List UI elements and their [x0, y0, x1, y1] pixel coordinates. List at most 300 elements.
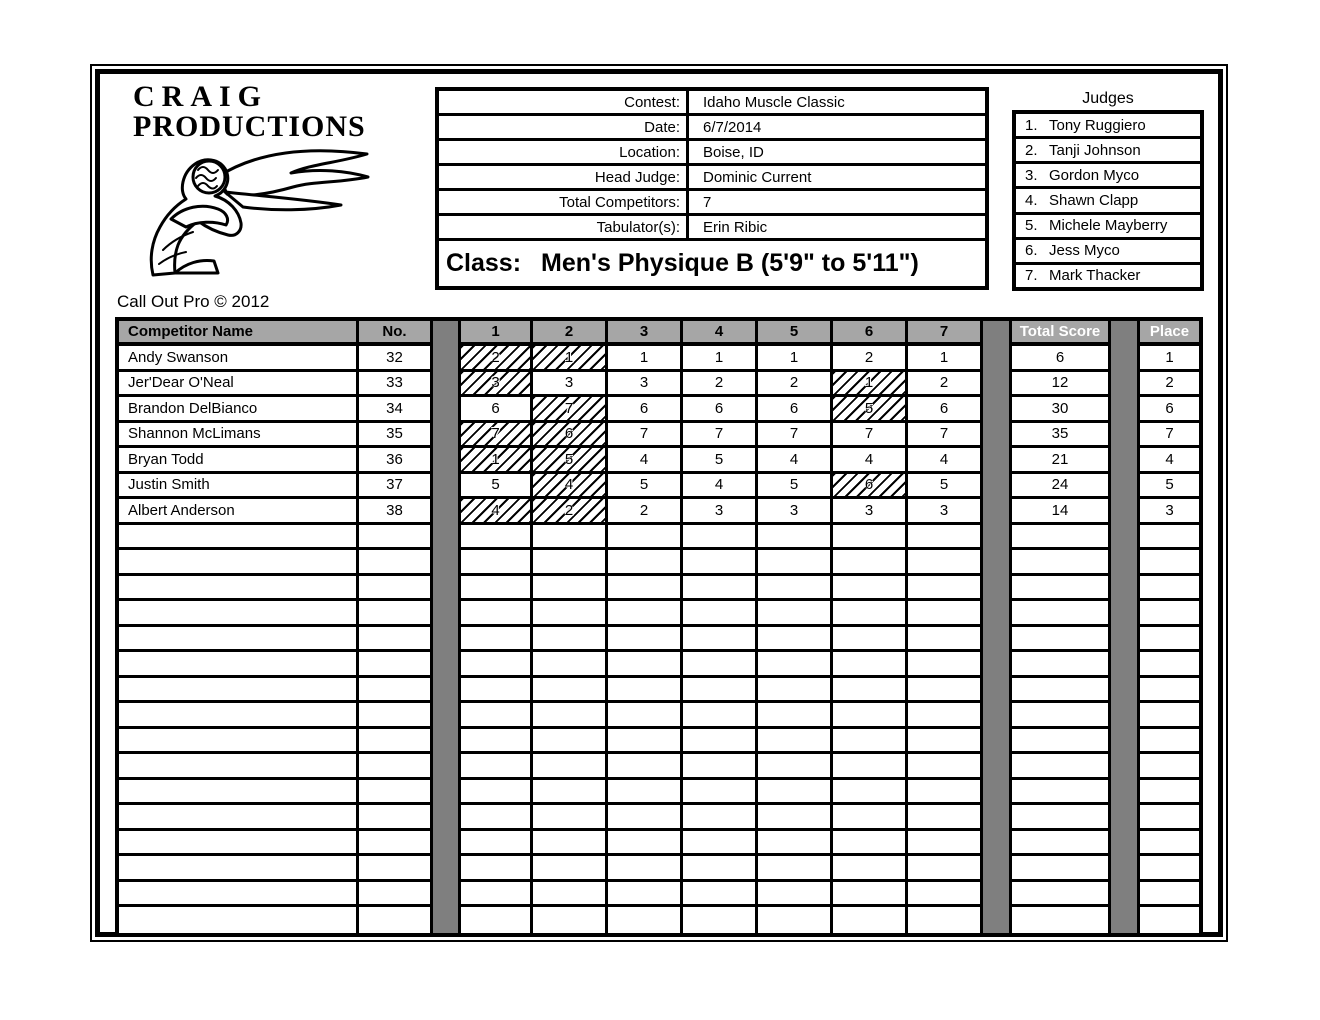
spacer-bar: [433, 856, 458, 882]
score-cell-judge-4[interactable]: [683, 780, 758, 806]
score-cell-judge-5[interactable]: [758, 729, 833, 755]
score-cell-judge-2[interactable]: [533, 754, 608, 780]
score-cell-judge-6[interactable]: [833, 831, 908, 857]
competitor-no-cell[interactable]: [359, 627, 433, 653]
score-cell-judge-7[interactable]: 7: [908, 423, 983, 449]
score-cell-judge-7[interactable]: 4: [908, 448, 983, 474]
table-row: [119, 907, 1199, 933]
info-value[interactable]: 6/7/2014: [703, 118, 762, 136]
score-cell-judge-6[interactable]: [833, 627, 908, 653]
competitor-name-cell[interactable]: [119, 780, 359, 806]
competitor-no-cell[interactable]: [359, 831, 433, 857]
score-cell-judge-7[interactable]: [908, 856, 983, 882]
competitor-name-cell[interactable]: [119, 703, 359, 729]
score-cell-judge-1[interactable]: [458, 627, 533, 653]
score-cell-judge-3[interactable]: [608, 831, 683, 857]
spacer-bar: [433, 448, 458, 474]
total-score-cell[interactable]: [1009, 703, 1111, 729]
score-cell-judge-1[interactable]: 1: [458, 448, 533, 474]
competitor-name-cell[interactable]: [119, 754, 359, 780]
competitor-name-cell[interactable]: [119, 525, 359, 551]
competitor-no-cell[interactable]: [359, 780, 433, 806]
competitor-name-cell[interactable]: Brandon DelBianco: [119, 397, 359, 423]
score-cell-judge-3[interactable]: 6: [608, 397, 683, 423]
score-cell-judge-1[interactable]: [458, 678, 533, 704]
competitor-name-cell[interactable]: [119, 652, 359, 678]
score-cell-judge-3[interactable]: [608, 550, 683, 576]
info-label: Location:: [439, 141, 689, 163]
spacer-bar: [433, 907, 458, 933]
score-cell-judge-5[interactable]: 4: [758, 448, 833, 474]
place-cell[interactable]: [1137, 805, 1199, 831]
score-cell-judge-5[interactable]: [758, 550, 833, 576]
score-cell-judge-1[interactable]: [458, 882, 533, 908]
competitor-no-cell[interactable]: [359, 601, 433, 627]
score-cell-judge-3[interactable]: [608, 576, 683, 602]
table-row: [119, 397, 1199, 423]
total-score-cell[interactable]: [1009, 627, 1111, 653]
score-cell-judge-6[interactable]: [833, 754, 908, 780]
competitor-name-cell[interactable]: [119, 856, 359, 882]
place-cell[interactable]: [1137, 729, 1199, 755]
competitor-no-cell[interactable]: 37: [359, 474, 433, 500]
score-cell-judge-2[interactable]: [533, 627, 608, 653]
score-table: [115, 317, 1203, 937]
score-cell-judge-2[interactable]: [533, 805, 608, 831]
place-cell[interactable]: [1137, 856, 1199, 882]
place-cell[interactable]: [1137, 907, 1199, 933]
score-cell-judge-6[interactable]: 3: [833, 499, 908, 525]
spacer-bar: [1111, 601, 1137, 627]
score-cell-judge-3[interactable]: [608, 627, 683, 653]
place-cell[interactable]: 5: [1137, 474, 1199, 500]
place-cell[interactable]: [1137, 627, 1199, 653]
score-cell-judge-6[interactable]: [833, 780, 908, 806]
score-cell-judge-7[interactable]: [908, 550, 983, 576]
score-cell-judge-1[interactable]: 7: [458, 423, 533, 449]
score-cell-judge-6[interactable]: [833, 525, 908, 551]
score-cell-judge-6[interactable]: [833, 601, 908, 627]
score-cell-judge-6[interactable]: 4: [833, 448, 908, 474]
score-cell-judge-5[interactable]: [758, 576, 833, 602]
competitor-name-cell[interactable]: [119, 601, 359, 627]
score-cell-judge-3[interactable]: [608, 907, 683, 933]
competitor-name-cell[interactable]: Jer'Dear O'Neal: [119, 372, 359, 398]
score-cell-judge-6[interactable]: [833, 576, 908, 602]
spacer-bar: [1111, 397, 1137, 423]
score-cell-judge-6[interactable]: [833, 856, 908, 882]
score-cell-judge-1[interactable]: [458, 754, 533, 780]
score-cell-judge-5[interactable]: [758, 678, 833, 704]
info-value[interactable]: Idaho Muscle Classic: [703, 93, 845, 111]
total-score-cell[interactable]: 6: [1009, 346, 1111, 372]
total-score-cell[interactable]: 35: [1009, 423, 1111, 449]
judge-name: Gordon Myco: [1049, 166, 1140, 184]
score-cell-judge-5[interactable]: 2: [758, 372, 833, 398]
score-cell-judge-4[interactable]: [683, 550, 758, 576]
total-score-cell[interactable]: [1009, 678, 1111, 704]
score-cell-judge-6[interactable]: 7: [833, 423, 908, 449]
place-cell[interactable]: [1137, 576, 1199, 602]
competitor-name-cell[interactable]: [119, 907, 359, 933]
score-cell-judge-4[interactable]: [683, 678, 758, 704]
table-row: [119, 448, 1199, 474]
score-cell-judge-2[interactable]: [533, 550, 608, 576]
total-score-cell[interactable]: 24: [1009, 474, 1111, 500]
score-cell-judge-3[interactable]: 1: [608, 346, 683, 372]
competitor-name-cell[interactable]: [119, 576, 359, 602]
total-score-cell[interactable]: [1009, 550, 1111, 576]
place-cell[interactable]: [1137, 882, 1199, 908]
spacer-bar: [983, 729, 1009, 755]
score-cell-judge-7[interactable]: [908, 805, 983, 831]
score-cell-judge-7[interactable]: 1: [908, 346, 983, 372]
judge-list-item[interactable]: [1016, 265, 1200, 287]
score-cell-judge-2[interactable]: [533, 907, 608, 933]
score-cell-judge-3[interactable]: [608, 856, 683, 882]
score-cell-judge-7[interactable]: 5: [908, 474, 983, 500]
competitor-name-cell[interactable]: Andy Swanson: [119, 346, 359, 372]
score-cell-judge-2[interactable]: [533, 729, 608, 755]
score-cell-judge-4[interactable]: [683, 805, 758, 831]
score-cell-judge-7[interactable]: [908, 525, 983, 551]
score-cell-judge-5[interactable]: [758, 780, 833, 806]
score-cell-judge-3[interactable]: [608, 729, 683, 755]
score-cell-judge-7[interactable]: [908, 882, 983, 908]
score-cell-judge-3[interactable]: [608, 703, 683, 729]
score-cell-judge-4[interactable]: 5: [683, 448, 758, 474]
score-cell-judge-4[interactable]: [683, 856, 758, 882]
competitor-name-cell[interactable]: Bryan Todd: [119, 448, 359, 474]
score-cell-judge-2[interactable]: [533, 831, 608, 857]
total-score-cell[interactable]: [1009, 856, 1111, 882]
place-cell[interactable]: [1137, 601, 1199, 627]
score-cell-judge-2[interactable]: [533, 601, 608, 627]
place-cell[interactable]: 2: [1137, 372, 1199, 398]
info-value[interactable]: Dominic Current: [703, 168, 812, 186]
info-value[interactable]: Boise, ID: [703, 143, 764, 161]
score-cell-judge-2[interactable]: 6: [533, 423, 608, 449]
judge-name: Tanji Johnson: [1049, 141, 1141, 159]
score-cell-judge-1[interactable]: 4: [458, 499, 533, 525]
score-cell-judge-3[interactable]: 2: [608, 499, 683, 525]
judge-name: Tony Ruggiero: [1049, 116, 1146, 134]
table-row: [119, 601, 1199, 627]
total-score-cell[interactable]: [1009, 525, 1111, 551]
total-score-cell[interactable]: 12: [1009, 372, 1111, 398]
score-cell-judge-4[interactable]: 6: [683, 397, 758, 423]
score-cell-judge-7[interactable]: [908, 831, 983, 857]
score-cell-judge-5[interactable]: [758, 831, 833, 857]
place-cell[interactable]: [1137, 754, 1199, 780]
score-cell-judge-1[interactable]: [458, 550, 533, 576]
competitor-no-cell[interactable]: [359, 882, 433, 908]
spacer-bar: [433, 576, 458, 602]
score-cell-judge-6[interactable]: [833, 550, 908, 576]
place-cell[interactable]: [1137, 703, 1199, 729]
score-cell-judge-2[interactable]: [533, 576, 608, 602]
competitor-name-cell[interactable]: [119, 729, 359, 755]
score-cell-judge-6[interactable]: [833, 652, 908, 678]
score-cell-judge-7[interactable]: [908, 627, 983, 653]
spacer-bar: [1111, 805, 1137, 831]
competitor-no-cell[interactable]: [359, 550, 433, 576]
score-cell-judge-1[interactable]: [458, 576, 533, 602]
score-cell-judge-4[interactable]: [683, 627, 758, 653]
spacer-bar: [1111, 831, 1137, 857]
score-cell-judge-5[interactable]: [758, 703, 833, 729]
score-cell-judge-7[interactable]: 2: [908, 372, 983, 398]
score-cell-judge-6[interactable]: 2: [833, 346, 908, 372]
judge-list-item[interactable]: [1016, 189, 1200, 214]
score-cell-judge-1[interactable]: 5: [458, 474, 533, 500]
place-cell[interactable]: 4: [1137, 448, 1199, 474]
score-cell-judge-1[interactable]: [458, 780, 533, 806]
score-cell-judge-1[interactable]: [458, 856, 533, 882]
place-cell[interactable]: [1137, 525, 1199, 551]
score-cell-judge-5[interactable]: [758, 805, 833, 831]
score-cell-judge-5[interactable]: [758, 907, 833, 933]
score-cell-judge-4[interactable]: 2: [683, 372, 758, 398]
total-score-cell[interactable]: [1009, 576, 1111, 602]
place-cell[interactable]: 1: [1137, 346, 1199, 372]
score-cell-judge-4[interactable]: [683, 576, 758, 602]
score-cell-judge-2[interactable]: 5: [533, 448, 608, 474]
score-cell-judge-4[interactable]: [683, 652, 758, 678]
place-cell[interactable]: 3: [1137, 499, 1199, 525]
competitor-no-cell[interactable]: 34: [359, 397, 433, 423]
score-cell-judge-2[interactable]: 4: [533, 474, 608, 500]
judge-list-item[interactable]: [1016, 114, 1200, 139]
total-score-cell[interactable]: 30: [1009, 397, 1111, 423]
score-cell-judge-1[interactable]: [458, 601, 533, 627]
score-cell-judge-2[interactable]: [533, 703, 608, 729]
total-score-cell[interactable]: [1009, 601, 1111, 627]
competitor-name-cell[interactable]: Justin Smith: [119, 474, 359, 500]
table-row: [119, 423, 1199, 449]
table-row: [119, 652, 1199, 678]
score-cell-judge-1[interactable]: 2: [458, 346, 533, 372]
header-judge-4: 4: [683, 321, 758, 346]
score-cell-judge-2[interactable]: [533, 652, 608, 678]
score-cell-judge-5[interactable]: [758, 627, 833, 653]
score-cell-judge-3[interactable]: [608, 652, 683, 678]
spacer-bar: [1111, 907, 1137, 933]
score-cell-judge-3[interactable]: [608, 525, 683, 551]
judge-list-item[interactable]: [1016, 240, 1200, 265]
competitor-name-cell[interactable]: [119, 627, 359, 653]
competitor-no-cell[interactable]: [359, 678, 433, 704]
score-cell-judge-7[interactable]: [908, 601, 983, 627]
score-cell-judge-1[interactable]: [458, 729, 533, 755]
competitor-no-cell[interactable]: 32: [359, 346, 433, 372]
total-score-cell[interactable]: [1009, 831, 1111, 857]
score-cell-judge-4[interactable]: [683, 882, 758, 908]
score-cell-judge-3[interactable]: [608, 882, 683, 908]
judge-list-item[interactable]: [1016, 164, 1200, 189]
total-score-cell[interactable]: 14: [1009, 499, 1111, 525]
competitor-no-cell[interactable]: 36: [359, 448, 433, 474]
competitor-no-cell[interactable]: 33: [359, 372, 433, 398]
score-cell-judge-3[interactable]: 5: [608, 474, 683, 500]
score-cell-judge-6[interactable]: 1: [833, 372, 908, 398]
spacer-bar: [983, 474, 1009, 500]
score-cell-judge-3[interactable]: [608, 754, 683, 780]
score-cell-judge-5[interactable]: [758, 882, 833, 908]
competitor-no-cell[interactable]: [359, 576, 433, 602]
place-cell[interactable]: [1137, 678, 1199, 704]
score-cell-judge-2[interactable]: 3: [533, 372, 608, 398]
score-cell-judge-1[interactable]: [458, 805, 533, 831]
total-score-cell[interactable]: [1009, 754, 1111, 780]
score-cell-judge-3[interactable]: [608, 780, 683, 806]
score-cell-judge-1[interactable]: 6: [458, 397, 533, 423]
score-cell-judge-4[interactable]: 7: [683, 423, 758, 449]
score-cell-judge-4[interactable]: [683, 601, 758, 627]
competitor-name-cell[interactable]: [119, 805, 359, 831]
score-cell-judge-7[interactable]: 3: [908, 499, 983, 525]
score-cell-judge-3[interactable]: 4: [608, 448, 683, 474]
score-cell-judge-4[interactable]: 3: [683, 499, 758, 525]
score-cell-judge-6[interactable]: [833, 678, 908, 704]
score-cell-judge-5[interactable]: 7: [758, 423, 833, 449]
score-cell-judge-6[interactable]: [833, 805, 908, 831]
score-cell-judge-5[interactable]: [758, 652, 833, 678]
total-score-cell[interactable]: [1009, 780, 1111, 806]
score-cell-judge-7[interactable]: [908, 907, 983, 933]
score-cell-judge-6[interactable]: [833, 729, 908, 755]
competitor-name-cell[interactable]: Shannon McLimans: [119, 423, 359, 449]
judge-list-item[interactable]: [1016, 139, 1200, 164]
info-value[interactable]: 7: [703, 193, 712, 211]
score-cell-judge-5[interactable]: [758, 856, 833, 882]
judge-number: 7.: [1025, 267, 1038, 285]
table-row: [119, 882, 1199, 908]
place-cell[interactable]: [1137, 550, 1199, 576]
place-cell[interactable]: [1137, 652, 1199, 678]
score-cell-judge-4[interactable]: [683, 831, 758, 857]
score-cell-judge-3[interactable]: 7: [608, 423, 683, 449]
score-cell-judge-2[interactable]: [533, 780, 608, 806]
competitor-name-cell[interactable]: [119, 550, 359, 576]
score-cell-judge-5[interactable]: [758, 754, 833, 780]
score-cell-judge-4[interactable]: [683, 754, 758, 780]
place-cell[interactable]: [1137, 831, 1199, 857]
score-cell-judge-1[interactable]: [458, 907, 533, 933]
score-cell-judge-7[interactable]: [908, 652, 983, 678]
score-cell-judge-5[interactable]: 5: [758, 474, 833, 500]
competitor-no-cell[interactable]: [359, 525, 433, 551]
score-cell-judge-4[interactable]: 4: [683, 474, 758, 500]
score-cell-judge-1[interactable]: 3: [458, 372, 533, 398]
spacer-bar: [983, 678, 1009, 704]
score-cell-judge-7[interactable]: [908, 678, 983, 704]
total-score-cell[interactable]: [1009, 652, 1111, 678]
score-cell-judge-6[interactable]: [833, 882, 908, 908]
competitor-no-cell[interactable]: [359, 729, 433, 755]
competitor-name-cell[interactable]: Albert Anderson: [119, 499, 359, 525]
score-cell-judge-1[interactable]: [458, 652, 533, 678]
competitor-name-cell[interactable]: [119, 831, 359, 857]
score-cell-judge-2[interactable]: [533, 525, 608, 551]
score-cell-judge-4[interactable]: [683, 729, 758, 755]
score-cell-judge-3[interactable]: 3: [608, 372, 683, 398]
score-cell-judge-5[interactable]: [758, 525, 833, 551]
class-row: [439, 241, 985, 286]
total-score-cell[interactable]: 21: [1009, 448, 1111, 474]
spacer-bar: [433, 805, 458, 831]
score-cell-judge-2[interactable]: [533, 856, 608, 882]
spacer-bar: [433, 474, 458, 500]
score-cell-judge-3[interactable]: [608, 601, 683, 627]
score-cell-judge-6[interactable]: [833, 907, 908, 933]
total-score-cell[interactable]: [1009, 907, 1111, 933]
competitor-name-cell[interactable]: [119, 678, 359, 704]
competitor-no-cell[interactable]: [359, 754, 433, 780]
score-cell-judge-2[interactable]: 2: [533, 499, 608, 525]
score-cell-judge-1[interactable]: [458, 703, 533, 729]
score-cell-judge-4[interactable]: [683, 907, 758, 933]
score-cell-judge-4[interactable]: [683, 525, 758, 551]
total-score-cell[interactable]: [1009, 729, 1111, 755]
score-cell-judge-3[interactable]: [608, 805, 683, 831]
score-cell-judge-1[interactable]: [458, 525, 533, 551]
score-cell-judge-5[interactable]: 1: [758, 346, 833, 372]
score-cell-judge-7[interactable]: [908, 780, 983, 806]
total-score-cell[interactable]: [1009, 805, 1111, 831]
score-cell-judge-5[interactable]: 6: [758, 397, 833, 423]
score-cell-judge-4[interactable]: 1: [683, 346, 758, 372]
info-value[interactable]: Erin Ribic: [703, 218, 768, 236]
place-cell[interactable]: [1137, 780, 1199, 806]
place-cell[interactable]: 6: [1137, 397, 1199, 423]
competitor-no-cell[interactable]: [359, 805, 433, 831]
spacer-bar: [433, 525, 458, 551]
score-cell-judge-2[interactable]: 7: [533, 397, 608, 423]
logo-line-2: PRODUCTIONS: [133, 110, 366, 143]
score-cell-judge-2[interactable]: [533, 882, 608, 908]
score-cell-judge-7[interactable]: [908, 703, 983, 729]
competitor-no-cell[interactable]: [359, 856, 433, 882]
score-cell-judge-6[interactable]: 5: [833, 397, 908, 423]
score-cell-judge-1[interactable]: [458, 831, 533, 857]
competitor-no-cell[interactable]: [359, 652, 433, 678]
score-cell-judge-2[interactable]: 1: [533, 346, 608, 372]
score-cell-judge-2[interactable]: [533, 678, 608, 704]
score-cell-judge-4[interactable]: [683, 703, 758, 729]
competitor-name-cell[interactable]: [119, 882, 359, 908]
score-cell-judge-7[interactable]: [908, 729, 983, 755]
score-cell-judge-6[interactable]: 6: [833, 474, 908, 500]
competitor-no-cell[interactable]: [359, 703, 433, 729]
score-cell-judge-6[interactable]: [833, 703, 908, 729]
spacer-bar: [1111, 321, 1137, 346]
score-cell-judge-5[interactable]: [758, 601, 833, 627]
total-score-cell[interactable]: [1009, 882, 1111, 908]
place-cell[interactable]: 7: [1137, 423, 1199, 449]
score-cell-judge-5[interactable]: 3: [758, 499, 833, 525]
score-cell-judge-7[interactable]: [908, 754, 983, 780]
score-cell-judge-3[interactable]: [608, 678, 683, 704]
competitor-no-cell[interactable]: 35: [359, 423, 433, 449]
score-cell-judge-7[interactable]: [908, 576, 983, 602]
score-cell-judge-7[interactable]: 6: [908, 397, 983, 423]
table-row: [119, 831, 1199, 857]
spacer-bar: [1111, 499, 1137, 525]
competitor-no-cell[interactable]: 38: [359, 499, 433, 525]
competitor-no-cell[interactable]: [359, 907, 433, 933]
judge-list-item[interactable]: [1016, 215, 1200, 240]
